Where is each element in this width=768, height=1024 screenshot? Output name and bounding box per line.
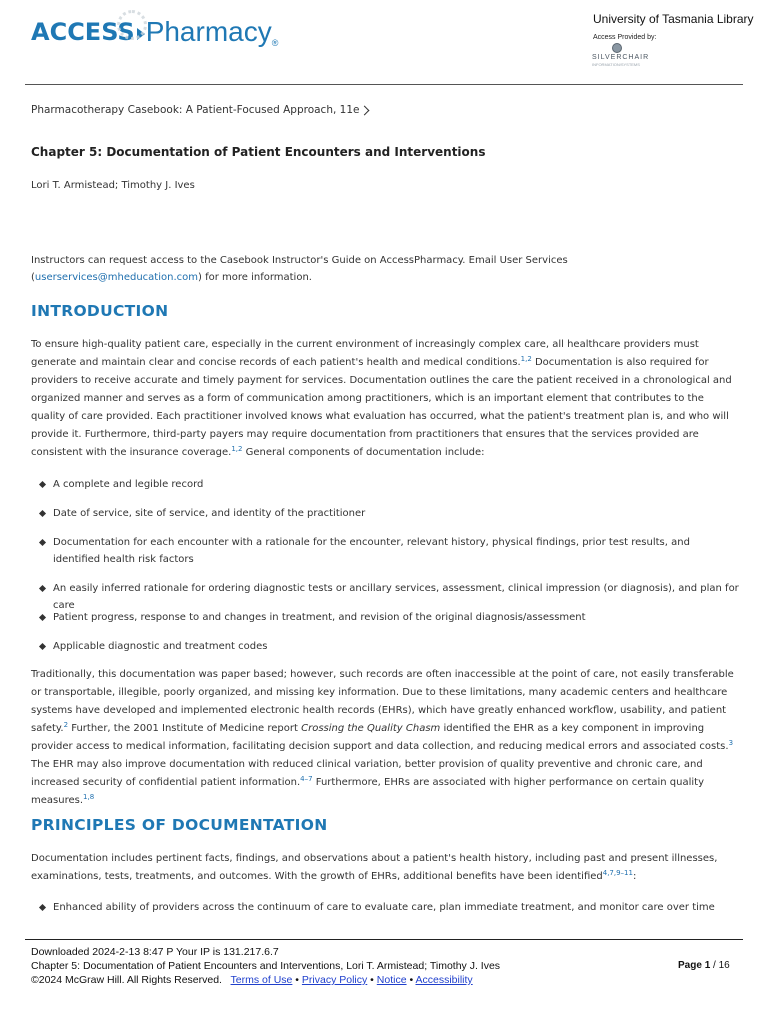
page-label: Page <box>678 960 702 971</box>
citation-link[interactable]: 1,8 <box>83 793 95 801</box>
page-footer <box>31 945 743 987</box>
bullet-icon <box>39 614 46 621</box>
para-text: : <box>632 871 637 882</box>
citation-link[interactable]: 2 <box>63 721 69 729</box>
list-item-text: Patient progress, response to and changes in treatment, and revision of the original diagnosis/assessment <box>53 612 586 623</box>
para-text: Furthermore, EHRs are associated with higher performance on certain quality measures. <box>31 777 705 806</box>
list-item-text: Enhanced ability of providers across the continuum of care to evaluate care, plan immediate treatment, and monitor care over time <box>53 902 715 913</box>
principles-heading: PRINCIPLES OF DOCUMENTATION <box>31 816 328 834</box>
chapter-authors: Lori T. Armistead; Timothy J. Ives <box>31 180 195 191</box>
para-text: Further, the 2001 Institute of Medicine report <box>68 723 302 734</box>
bullet-icon <box>39 585 46 592</box>
list-item-text: Applicable diagnostic and treatment codes <box>53 641 268 652</box>
list-item <box>31 476 739 493</box>
link-separator: • <box>367 974 377 986</box>
note-text-end: ) for more information. <box>197 272 312 283</box>
accesspharmacy-logo[interactable] <box>31 12 278 52</box>
chevron-right-icon <box>360 105 370 115</box>
introduction-paragraph-1 <box>31 336 739 462</box>
chapter-citation: Chapter 5: Documentation of Patient Encounters and Interventions, Lori T. Armistead; Timothy J. Ives <box>31 960 501 972</box>
footer-links-row <box>31 973 743 987</box>
privacy-policy-link[interactable]: Privacy Policy <box>301 974 368 986</box>
silverchair-logo-icon <box>612 43 622 53</box>
user-services-email-link[interactable]: userservices@mheducation.com <box>34 272 198 283</box>
page-total: / 16 <box>713 960 730 971</box>
bullet-icon <box>39 643 46 650</box>
logo-access-text: ACCESS <box>31 18 135 46</box>
para-text: General components of documentation include: <box>242 447 485 458</box>
header-divider <box>25 84 743 85</box>
para-text: Documentation is also required for providers to receive accurate and timely payment for services. Documentation outlines the care the patient received in a chronological and organized manner and serves as a form of communication among practitioners, which is an important element that contributes to the quality of care provided. Each practitioner involved knows what evaluation has occurred, what the patient's treatment plan is, and who will provide it. Furthermore, third-party payers may require documentation from practitioners that ensures that the services provided are consistent with the insurance coverage. <box>31 357 732 458</box>
introduction-heading: INTRODUCTION <box>31 302 169 320</box>
gear-icon <box>117 10 147 40</box>
link-separator: • <box>406 974 416 986</box>
breadcrumb-book-title[interactable]: Pharmacotherapy Casebook: A Patient-Focused Approach, 11e <box>31 104 360 116</box>
silverchair-subtitle: INFORMATION/SYSTEMS <box>592 62 640 67</box>
list-item <box>31 505 739 522</box>
list-item-text: An easily inferred rationale for ordering diagnostic tests or ancillary services, assessment, clinical impression (or diagnosis), and plan for care <box>53 583 739 611</box>
bullet-icon <box>39 904 46 911</box>
citation-link[interactable]: 3 <box>728 739 734 747</box>
list-item <box>31 609 739 626</box>
silverchair-name: SILVERCHAIR <box>592 54 650 61</box>
bullet-icon <box>39 481 46 488</box>
introduction-paragraph-2 <box>31 666 739 810</box>
access-provided-label: Access Provided by: <box>593 34 657 41</box>
list-item <box>31 899 739 916</box>
citation-link[interactable]: 4,7,9–11 <box>602 869 633 877</box>
footer-divider <box>25 939 743 940</box>
instructor-note <box>31 252 739 286</box>
para-text: The EHR may also improve documentation with reduced clinical variation, better provision of quality preventive and chronic care, and increased security of confidential patient information. <box>31 759 703 788</box>
site-header <box>0 0 768 86</box>
accessibility-link[interactable]: Accessibility <box>415 974 473 986</box>
citation-link[interactable]: 4–7 <box>300 775 313 783</box>
para-text: identified the EHR as a key component in improving provider access to medical information, facilitating decision support and data collection, and reducing medical errors and associated costs. <box>31 723 729 752</box>
page-indicator <box>678 960 730 971</box>
link-separator: • <box>292 974 302 986</box>
bullet-icon <box>39 510 46 517</box>
list-item <box>31 638 739 655</box>
registered-mark: ® <box>271 38 279 48</box>
citation-link[interactable]: 1,2 <box>520 355 532 363</box>
list-item <box>31 534 739 568</box>
notice-link[interactable]: Notice <box>376 974 407 986</box>
para-text: Documentation includes pertinent facts, findings, and observations about a patient's health history, including past and present illnesses, examinations, tests, treatments, and outcomes. With the growth of EHRs, additional benefits have been identified <box>31 853 718 882</box>
list-item-text: A complete and legible record <box>53 479 204 490</box>
list-item-text: Documentation for each encounter with a rationale for the encounter, relevant history, physical findings, prior test results, and identified health risk factors <box>53 537 690 565</box>
logo-pharmacy-text: Pharmacy <box>145 16 272 47</box>
download-info: Downloaded 2024-2-13 8:47 P Your IP is 131.217.6.7 <box>31 946 279 958</box>
principles-paragraph-1 <box>31 850 739 886</box>
terms-of-use-link[interactable]: Terms of Use <box>230 974 293 986</box>
para-text: Traditionally, this documentation was paper based; however, such records are often inaccessible at the point of care, not easily transferable or transportable, illegible, poorly organized, and missing key information. Due to these limitations, many academic centers and healthcare systems have developed and implemented electronic health records (EHRs), which have greatly enhanced workflow, usability, and patient safety. <box>31 669 734 734</box>
note-text-start: Instructors can request access to the Casebook Instructor's Guide on AccessPharmacy. Email User Services ( <box>31 255 568 283</box>
bullet-icon <box>39 539 46 546</box>
copyright-text: ©2024 McGraw Hill. All Rights Reserved. <box>31 974 222 986</box>
citation-link[interactable]: 1,2 <box>231 445 243 453</box>
list-item-text: Date of service, site of service, and identity of the practitioner <box>53 508 366 519</box>
page-number: 1 <box>704 960 711 971</box>
report-title: Crossing the Quality Chasm <box>301 723 441 734</box>
institution-name: University of Tasmania Library <box>593 12 754 26</box>
para-text: To ensure high-quality patient care, especially in the current environment of increasingly complex care, all healthcare providers must generate and maintain clear and concise records of each patient's health and medical conditions. <box>31 339 699 368</box>
chapter-title: Chapter 5: Documentation of Patient Encounters and Interventions <box>31 145 486 159</box>
breadcrumb[interactable] <box>31 104 368 116</box>
